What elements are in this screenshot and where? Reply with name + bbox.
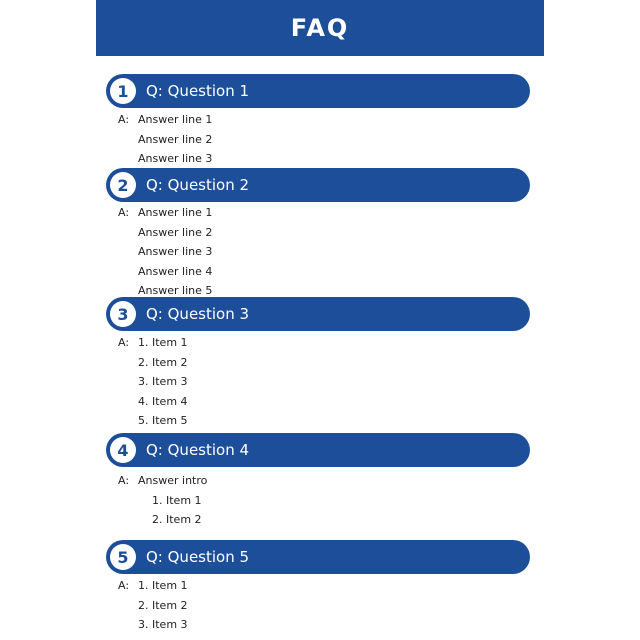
question-banner-5 — [106, 540, 530, 574]
question-number-badge: 1 — [110, 78, 136, 104]
answer-line: Answer line 1 — [138, 206, 213, 219]
answer-line: 3. Item 3 — [138, 618, 188, 632]
answer-line: Answer line 2 — [138, 132, 213, 146]
answer-block-2 — [118, 203, 538, 301]
answer-line: Answer line 4 — [138, 264, 213, 278]
answer-prefix: A: — [118, 206, 130, 219]
answer-line: 3. Item 3 — [138, 375, 188, 389]
answer-line: 2. Item 2 — [138, 355, 188, 369]
answer-line: Answer line 3 — [138, 152, 213, 166]
answer-prefix: A: — [118, 579, 130, 592]
question-banner-3 — [106, 297, 530, 331]
question-number-badge: 4 — [110, 437, 136, 463]
answer-first-line — [118, 333, 538, 353]
question-text: Q: Question 4 — [146, 441, 250, 459]
answer-first-line — [118, 110, 538, 130]
answer-block-4 — [118, 471, 538, 530]
answer-first-line — [118, 471, 538, 491]
answer-prefix: A: — [118, 474, 130, 487]
answer-prefix: A: — [118, 336, 130, 349]
answer-line: Answer line 1 — [138, 113, 213, 126]
page-header — [96, 0, 544, 56]
question-banner-4 — [106, 433, 530, 467]
answer-line: 2. Item 2 — [152, 513, 202, 527]
question-number-badge: 3 — [110, 301, 136, 327]
answer-prefix: A: — [118, 113, 130, 126]
question-text: Q: Question 1 — [146, 82, 250, 100]
answer-block-1 — [118, 110, 538, 169]
answer-line: 4. Item 4 — [138, 394, 188, 408]
question-number-badge: 5 — [110, 544, 136, 570]
answer-line: Answer line 3 — [138, 245, 213, 259]
answer-block-5 — [118, 576, 538, 635]
question-text: Q: Question 2 — [146, 176, 250, 194]
answer-block-3 — [118, 333, 538, 431]
answer-line: Answer line 2 — [138, 225, 213, 239]
answer-line: 1. Item 1 — [152, 493, 202, 507]
answer-first-line — [118, 576, 538, 596]
question-text: Q: Question 5 — [146, 548, 250, 566]
question-number-badge: 2 — [110, 172, 136, 198]
answer-line: 5. Item 5 — [138, 414, 188, 428]
question-banner-2 — [106, 168, 530, 202]
answer-line: Answer line 5 — [138, 284, 213, 298]
answer-first-line — [118, 203, 538, 223]
answer-line: 2. Item 2 — [138, 598, 188, 612]
answer-line: 1. Item 1 — [138, 579, 188, 592]
answer-line: 1. Item 1 — [138, 336, 188, 349]
question-banner-1 — [106, 74, 530, 108]
question-text: Q: Question 3 — [146, 305, 250, 323]
answer-line: Answer intro — [138, 474, 208, 487]
page-title: FAQ — [290, 14, 350, 42]
